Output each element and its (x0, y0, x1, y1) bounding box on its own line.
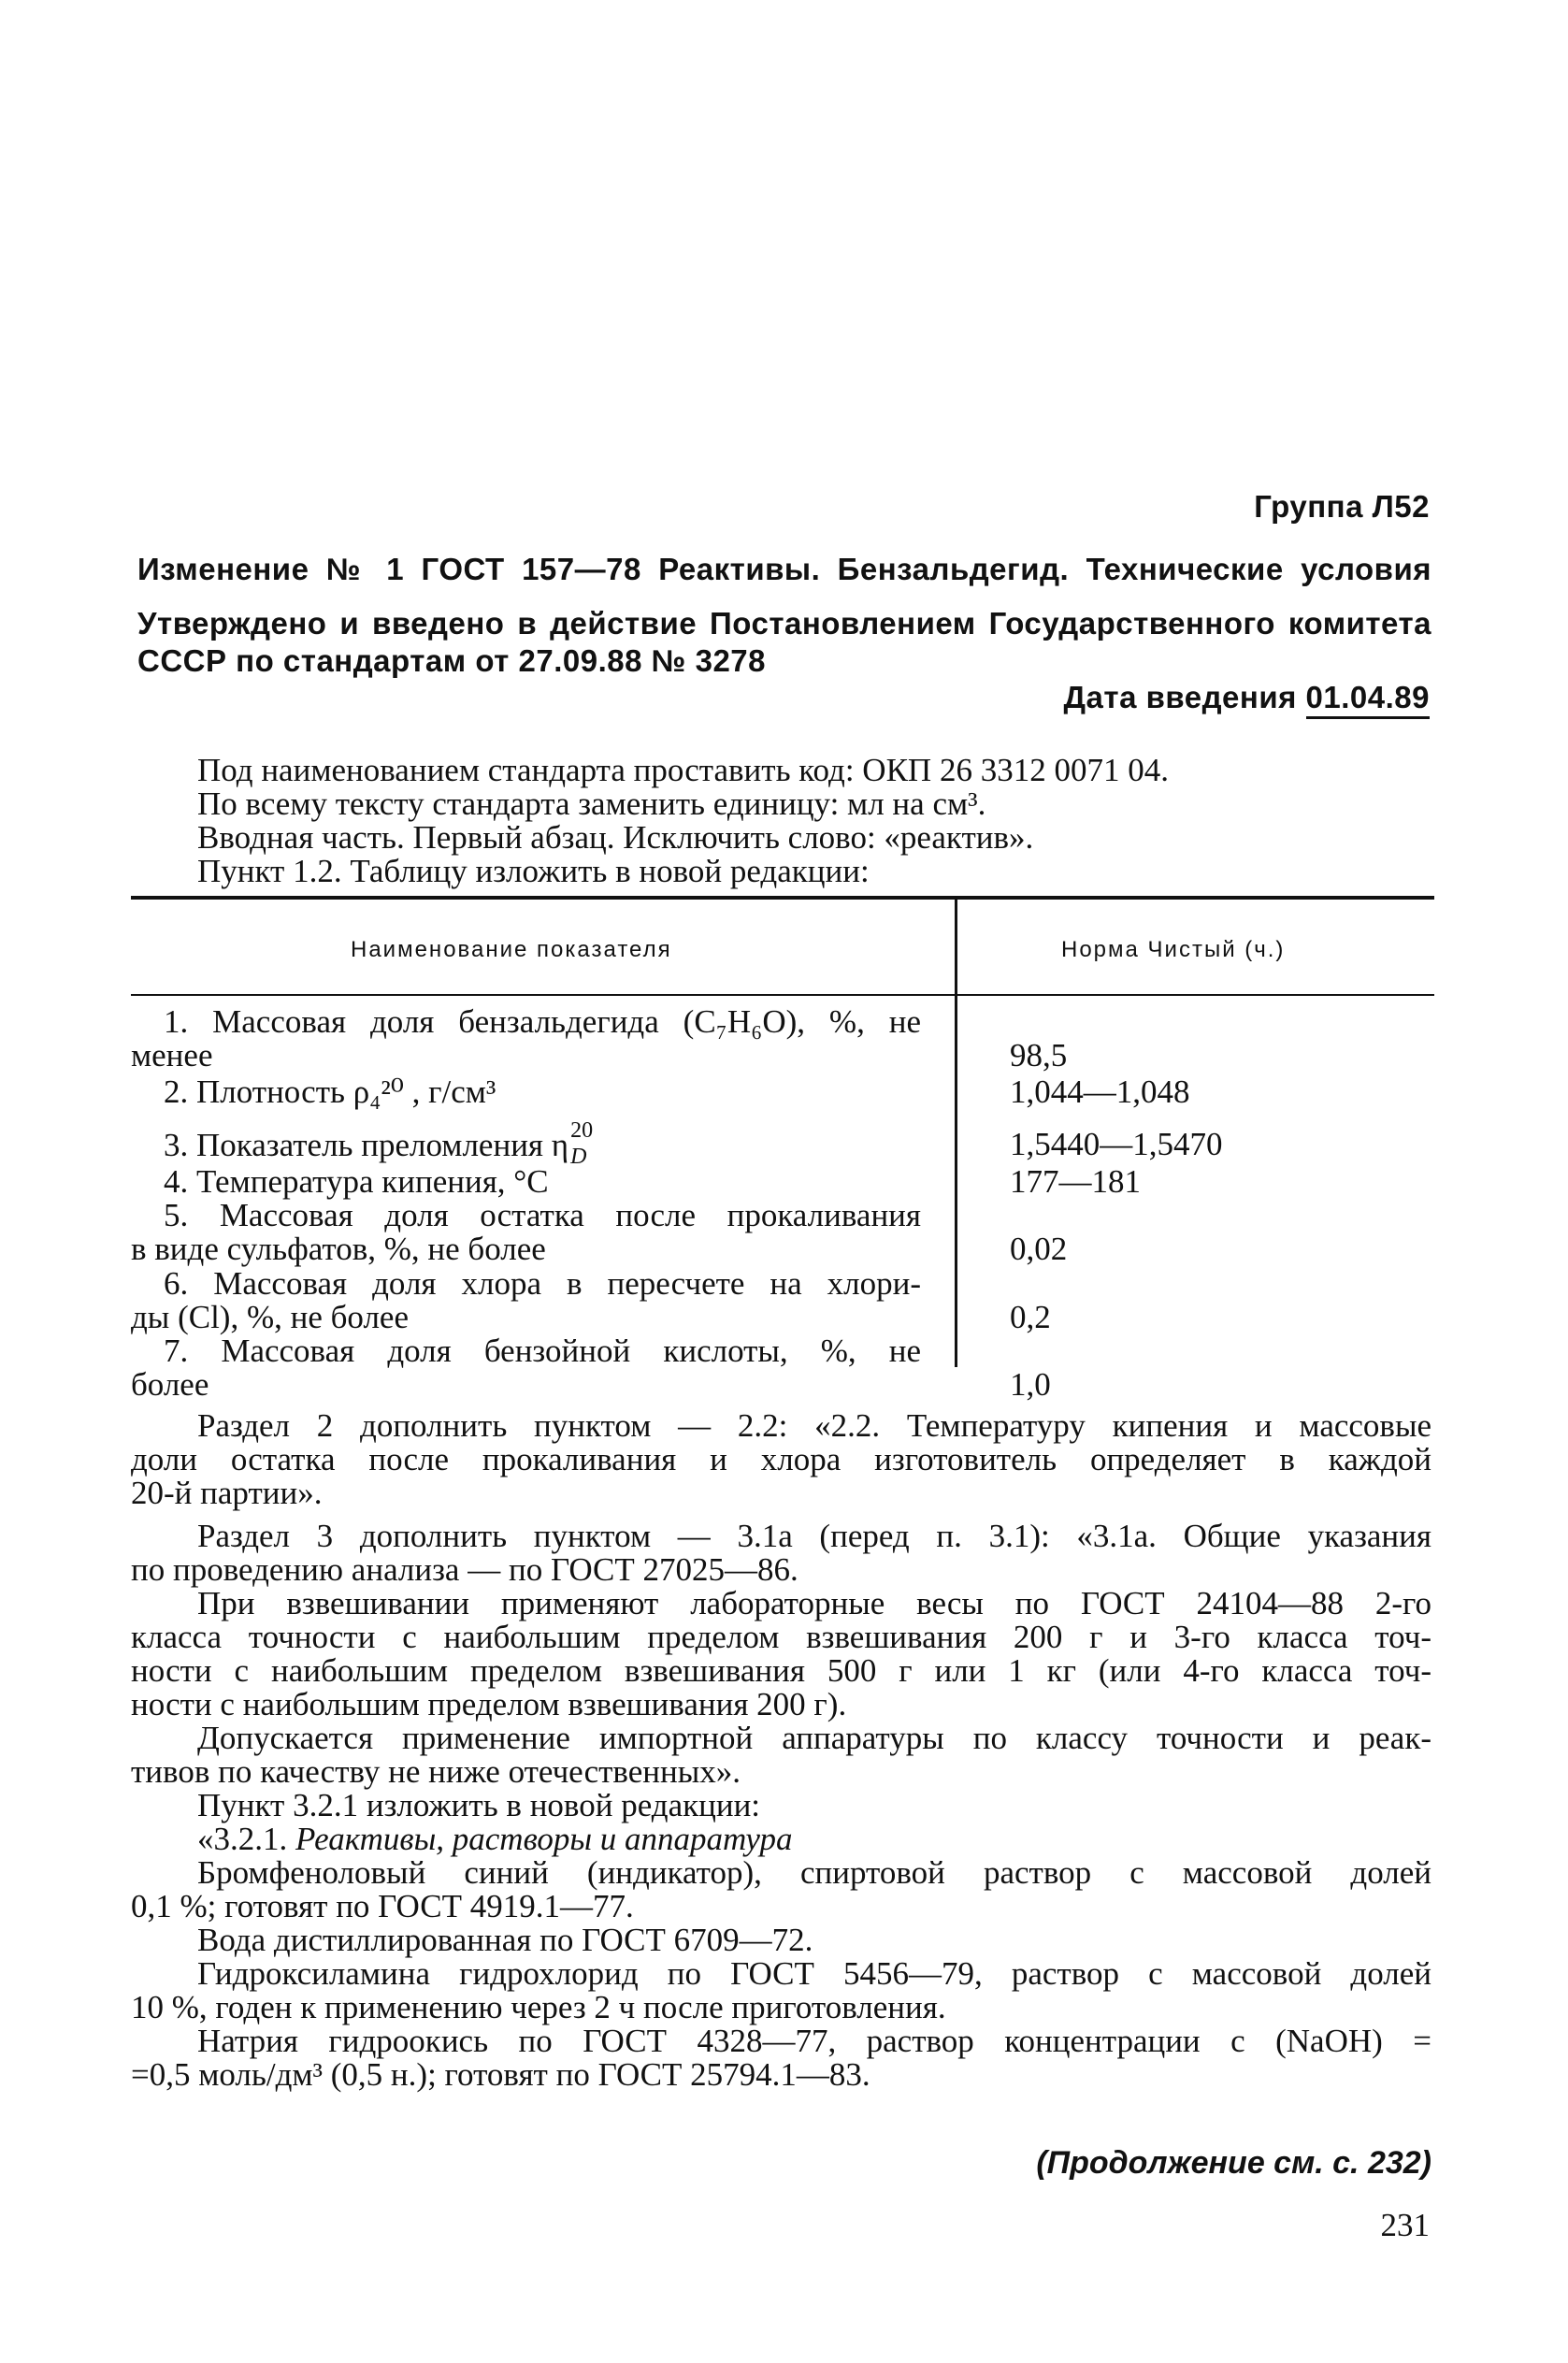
point-321-number: «3.2.1. (197, 1821, 288, 1857)
hydroxylamine-line-2: 10 %, годен к применению через 2 ч после приготовления. (131, 1989, 946, 2025)
intro-line-3: Вводная часть. Первый абзац. Исключить слово: «реактив». (197, 819, 1034, 856)
table-row-3-name (164, 1118, 597, 1169)
approval-line-2: СССР по стандартам от 27.09.88 № 3278 (137, 643, 767, 678)
table-row-6-value: 0,2 (1010, 1299, 1051, 1335)
weighing-line-2: класса точности с наибольшим пределом взвешивания 200 г и 3-го класса точ- (131, 1619, 1431, 1655)
section-3-line-2: по проведению анализа — по ГОСТ 27025—86. (131, 1551, 798, 1588)
import-line-1: Допускается применение импортной аппаратуры по классу точности и реак- (197, 1720, 1431, 1756)
table-header-norm: Норма Чистый (ч.) (1061, 937, 1286, 962)
table-row-7-name: 7. Массовая доля бензойной кислоты, %, не (164, 1333, 921, 1369)
table-row-1-name-cont: менее (131, 1037, 213, 1073)
eta-indices (568, 1118, 597, 1169)
weighing-line-3: ности с наибольшим пределом взвешивания 500 г или 1 кг (или 4-го класса точ- (131, 1652, 1431, 1689)
table-row-4-name: 4. Температура кипения, °C (164, 1163, 549, 1200)
table-header-rule (131, 994, 1434, 996)
table-row-2-name: 2. Плотность ρ₄²⁰ , г/см³ (164, 1073, 496, 1110)
table-row-3-value: 1,5440—1,5470 (1010, 1126, 1223, 1162)
table-header-name: Наименование показателя (351, 937, 672, 962)
table-row-4-value: 177—181 (1010, 1163, 1141, 1200)
sodium-hydroxide-line-1: Натрия гидроокись по ГОСТ 4328—77, раствор концентрации c (NaOH) = (197, 2023, 1431, 2059)
hydroxylamine-line-1: Гидроксиламина гидрохлорид по ГОСТ 5456—79, раствор с массовой долей (197, 1955, 1431, 1992)
intro-line-1: Под наименованием стандарта проставить код: ОКП 26 3312 0071 04. (197, 752, 1169, 788)
table-row-5-name-cont: в виде сульфатов, %, не более (131, 1231, 546, 1267)
sodium-hydroxide-line-2: =0,5 моль/дм³ (0,5 н.); готовят по ГОСТ 25794.1—83. (131, 2056, 870, 2093)
bromophenol-line-2: 0,1 %; готовят по ГОСТ 4919.1—77. (131, 1888, 634, 1924)
table-row-6-name: 6. Массовая доля хлора в пересчете на хлори- (164, 1265, 921, 1302)
weighing-line-4: ности с наибольшим пределом взвешивания 200 г). (131, 1686, 847, 1722)
table-row-1-value: 98,5 (1010, 1037, 1068, 1073)
intro-line-2: По всему тексту стандарта заменить единицу: мл на см³. (197, 785, 986, 822)
point-321-heading (197, 1823, 793, 1855)
date-value: 01.04.89 (1306, 680, 1430, 719)
point-321-intro: Пункт 3.2.1 изложить в новой редакции: (197, 1787, 761, 1823)
table-top-rule (131, 896, 1434, 900)
introduction-date (1064, 680, 1430, 715)
group-label: Группа Л52 (1254, 489, 1430, 524)
table-row-6-name-cont: ды (Cl), %, не более (131, 1299, 410, 1335)
eta-subscript: D (570, 1145, 587, 1169)
section-3-line-1: Раздел 3 дополнить пунктом — 3.1а (перед п. 3.1): «3.1а. Общие указания (197, 1518, 1431, 1554)
table-column-divider (955, 900, 957, 1367)
table-row-5-value: 0,02 (1010, 1231, 1068, 1267)
section-2-line-3: 20-й партии». (131, 1475, 323, 1511)
table-row-1-name: 1. Массовая доля бензальдегида (C₇H₆O), %, не (164, 1003, 921, 1040)
table-row-7-name-cont: более (131, 1366, 209, 1403)
table-row-5-name: 5. Массовая доля остатка после прокаливания (164, 1197, 921, 1233)
table-row-2-value: 1,044—1,048 (1010, 1073, 1190, 1110)
distilled-water-line: Вода дистиллированная по ГОСТ 6709—72. (197, 1922, 813, 1958)
intro-line-4: Пункт 1.2. Таблицу изложить в новой редакции: (197, 853, 870, 889)
table-row-7-value: 1,0 (1010, 1366, 1051, 1403)
bromophenol-line-1: Бромфеноловый синий (индикатор), спиртовой раствор с массовой долей (197, 1854, 1431, 1891)
approval-line-1: Утверждено и введено в действие Постановлением Государственного комитета (137, 606, 1431, 641)
point-321-title: Реактивы, растворы и аппаратура (295, 1821, 793, 1857)
eta-superscript: 20 (570, 1118, 594, 1143)
page-number: 231 (1380, 2207, 1430, 2243)
continuation-note: (Продолжение см. с. 232) (1036, 2145, 1431, 2181)
import-line-2: тивов по качеству не ниже отечественных». (131, 1753, 741, 1790)
weighing-line-1: При взвешивании применяют лабораторные весы по ГОСТ 24104—88 2-го (197, 1585, 1431, 1621)
section-2-line-1: Раздел 2 дополнить пунктом — 2.2: «2.2. Температуру кипения и массовые (197, 1407, 1431, 1444)
date-label: Дата введения (1063, 680, 1297, 714)
section-2-line-2: доли остатка после прокаливания и хлора изготовитель определяет в каждой (131, 1441, 1431, 1477)
change-title: Изменение № 1 ГОСТ 157—78 Реактивы. Бензальдегид. Технические условия (137, 552, 1431, 586)
table-row-3-label: 3. Показатель преломления η (164, 1127, 569, 1163)
